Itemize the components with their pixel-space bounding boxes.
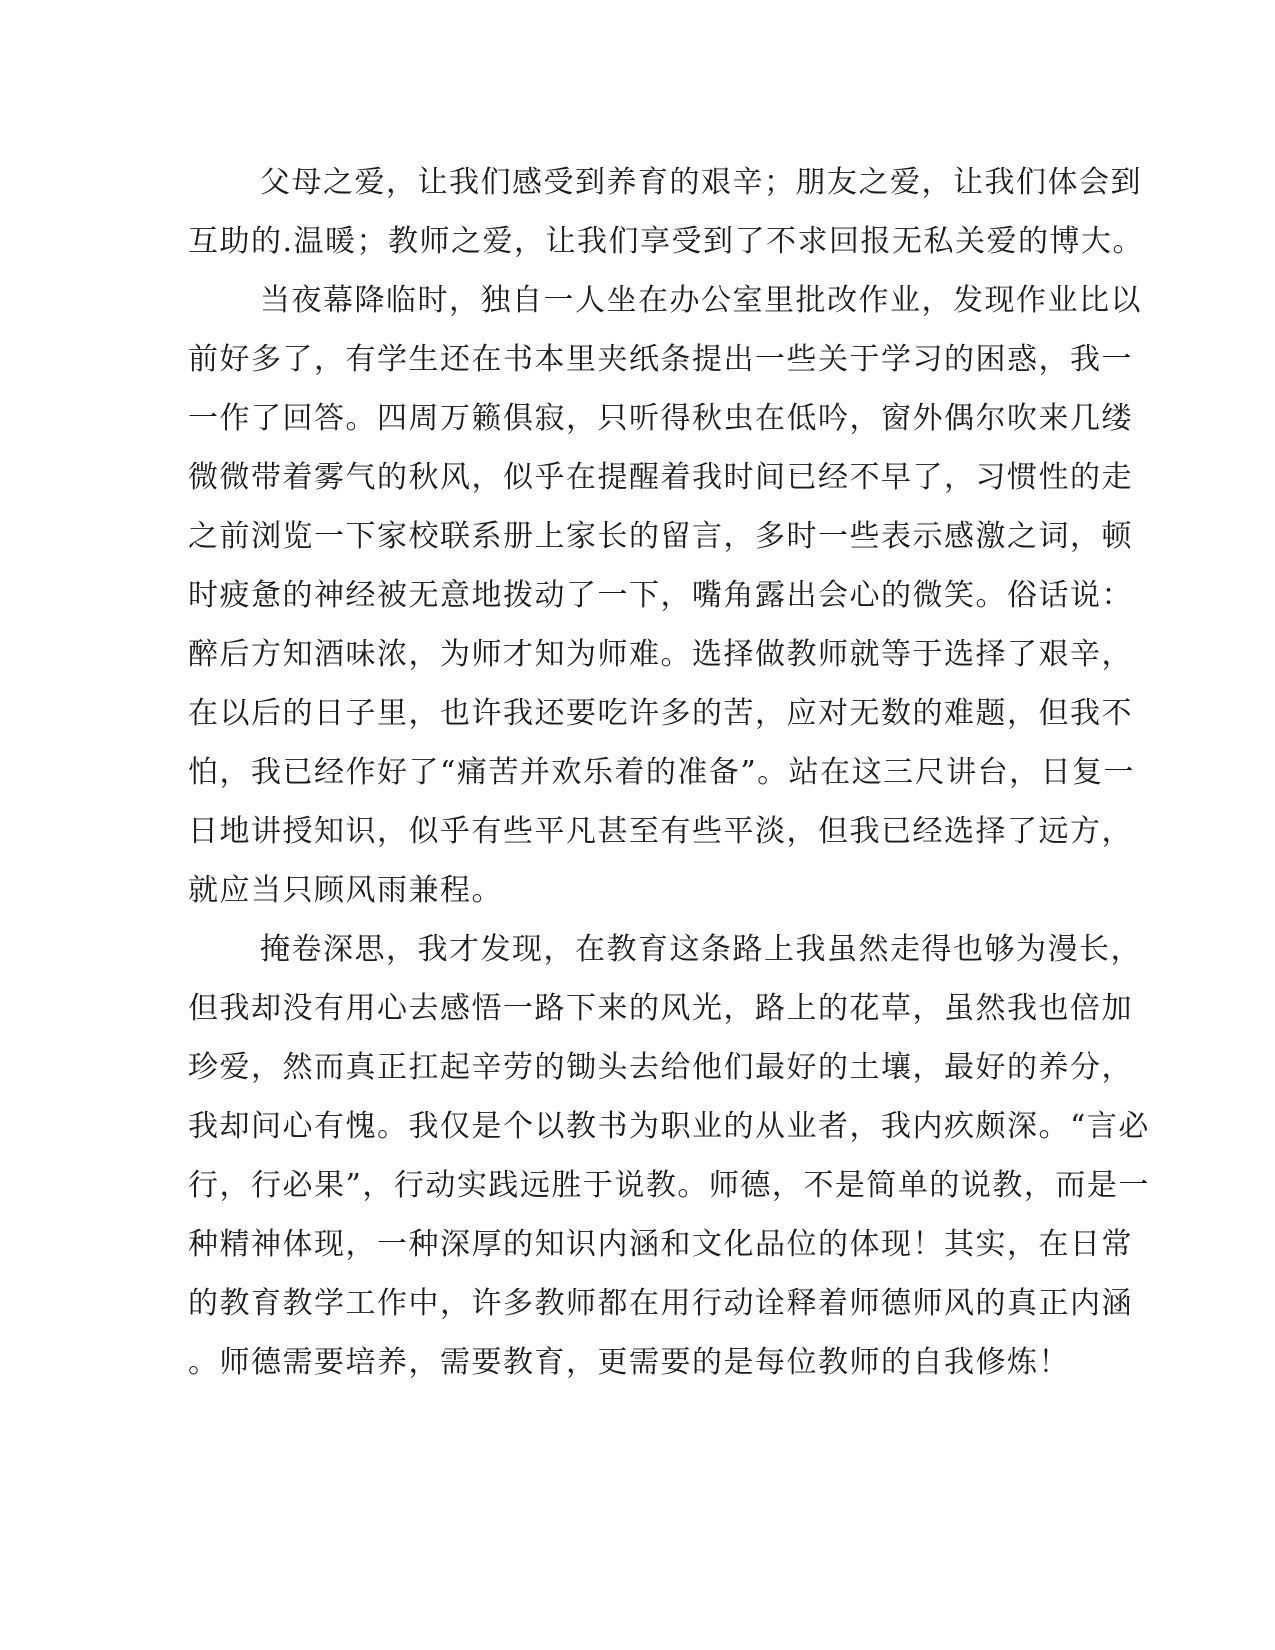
text-line: 珍爱，然而真正扛起辛劳的锄头去给他们最好的土壤，最好的养分， — [188, 1050, 1133, 1085]
text-line: 醉后方知酒味浓，为师才知为师难。选择做教师就等于选择了艰辛， — [188, 637, 1133, 672]
text-line: 日地讲授知识，似乎有些平凡甚至有些平淡，但我已经选择了远方， — [188, 814, 1133, 849]
text-line: 当夜幕降临时，独自一人坐在办公室里批改作业，发现作业比以 — [260, 283, 1142, 318]
text-line: 行，行必果”，行动实践远胜于说教。师德，不是简单的说教，而是一 — [188, 1168, 1150, 1203]
text-line: 。师德需要培养，需要教育，更需要的是每位教师的自我修炼！ — [188, 1345, 1070, 1380]
text-line: 微微带着雾气的秋风，似乎在提醒着我时间已经不早了，习惯性的走 — [188, 460, 1133, 495]
text-line: 我却问心有愧。我仅是个以教书为职业的从业者，我内疚颇深。“言必 — [188, 1109, 1150, 1144]
text-line: 父母之爱，让我们感受到养育的艰辛；朋友之爱，让我们体会到 — [260, 165, 1142, 200]
text-line: 时疲惫的神经被无意地拨动了一下，嘴角露出会心的微笑。俗话说： — [188, 578, 1133, 613]
text-line: 在以后的日子里，也许我还要吃许多的苦，应对无数的难题，但我不 — [188, 696, 1133, 731]
text-line: 的教育教学工作中，许多教师都在用行动诠释着师德师风的真正内涵 — [188, 1286, 1133, 1321]
text-line: 但我却没有用心去感悟一路下来的风光，路上的花草，虽然我也倍加 — [188, 991, 1133, 1026]
text-line: 互助的.温暖；教师之爱，让我们享受到了不求回报无私关爱的博大。 — [188, 224, 1145, 259]
text-line: 之前浏览一下家校联系册上家长的留言，多时一些表示感激之词，顿 — [188, 519, 1133, 554]
text-line: 掩卷深思，我才发现，在教育这条路上我虽然走得也够为漫长， — [260, 932, 1142, 967]
text-line: 前好多了，有学生还在书本里夹纸条提出一些关于学习的困惑，我一 — [188, 342, 1133, 377]
text-line: 一作了回答。四周万籁俱寂，只听得秋虫在低吟，窗外偶尔吹来几缕 — [188, 401, 1133, 436]
text-line: 怕，我已经作好了“痛苦并欢乐着的准备”。站在这三尺讲台，日复一 — [188, 755, 1136, 790]
text-line: 就应当只顾风雨兼程。 — [188, 873, 503, 908]
text-line: 种精神体现，一种深厚的知识内涵和文化品位的体现！其实，在日常 — [188, 1227, 1133, 1262]
